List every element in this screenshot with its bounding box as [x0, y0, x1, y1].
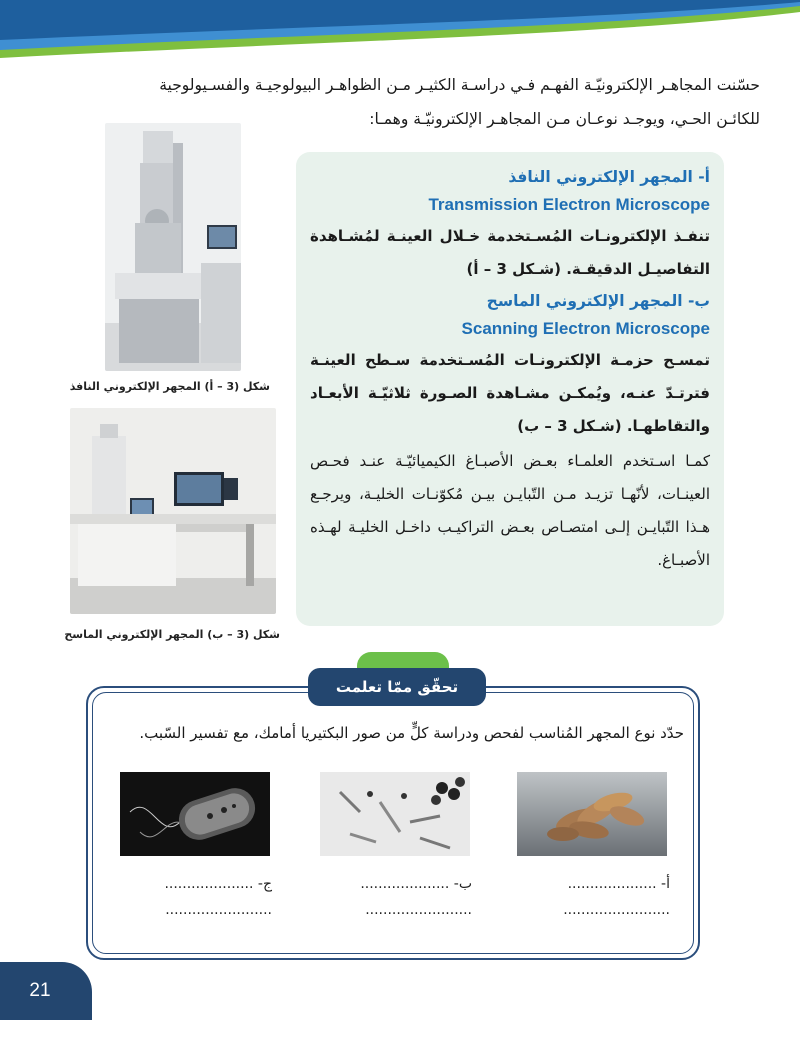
answer-a-line-2[interactable]: ........................: [563, 902, 670, 918]
answer-b-line-2[interactable]: ........................: [365, 902, 472, 918]
microscope-types-box: [296, 152, 724, 626]
figure-a-caption: شكل (3 – أ) المجهر الإلكتروني النافذ: [69, 380, 270, 393]
top-banner: [0, 0, 800, 70]
answer-c-line-1[interactable]: ج- ....................: [164, 876, 272, 892]
transmission-heading: أ- المجهر الإلكتروني النافذ: [508, 168, 710, 186]
transmission-microscope-photo: [105, 123, 241, 371]
stains-paragraph: كمـا اسـتخدم العلمـاء بعـض الأصبـاغ الكيميائيّـة عنـد فحـص العينـات، لأنّهـا تزيـد مـن التّبايـن بيـن مُكوّنـات الخليـة، ويرجـع هـذا التّبايـن إلـى امتصـاص بعـض التراكيـب داخـل الخليـة لهـذه الأصبـاغ.: [310, 452, 710, 569]
scanning-english-title: Scanning Electron Microscope: [461, 319, 710, 338]
bacteria-image-a: [517, 772, 667, 856]
transmission-description: تنفـذ الإلكترونـات المُسـتخدمة خـلال العينـة لمُشـاهدة التفاصيـل الدقيقـة. (شـكل 3 – أ): [310, 227, 710, 278]
check-title: تحقّق ممّا تعلمت: [308, 668, 486, 706]
transmission-english-title: Transmission Electron Microscope: [428, 195, 710, 214]
scanning-heading: ب- المجهر الإلكتروني الماسح: [486, 292, 710, 310]
answer-a-line-1[interactable]: أ- ....................: [567, 876, 670, 892]
intro-line-2: للكائـن الحـي، ويوجـد نوعـان مـن المجاهـر الإلكترونيّـة وهمـا:: [369, 110, 760, 128]
scanning-microscope-photo: [70, 408, 276, 614]
bacteria-image-b: [320, 772, 470, 856]
page-number: 21: [29, 980, 51, 1001]
answer-c-line-2[interactable]: ........................: [165, 902, 272, 918]
figure-b-caption: شكل (3 – ب) المجهر الإلكتروني الماسح: [64, 628, 280, 641]
check-question: حدّد نوع المجهر المُناسب لفحص ودراسة كلٍّ من صور البكتيريا أمامك، مع تفسير السّبب.: [139, 724, 684, 742]
scanning-description: تمسـح حزمـة الإلكترونـات المُسـتخدمة سـطح العينـة فترتـدّ عنـه، ويُمكـن مشـاهدة الصـورة ثلاثيّـة الأبعـاد والتقاطهـا. (شـكل 3 – ب): [310, 351, 710, 435]
answer-b-line-1[interactable]: ب- ....................: [360, 876, 472, 892]
bacteria-image-c: [120, 772, 270, 856]
intro-line-1: حسّنت المجاهـر الإلكترونيّـة الفهـم فـي دراسـة الكثيـر مـن الظواهـر البيولوجيـة والفسـيولوجية: [159, 76, 760, 94]
